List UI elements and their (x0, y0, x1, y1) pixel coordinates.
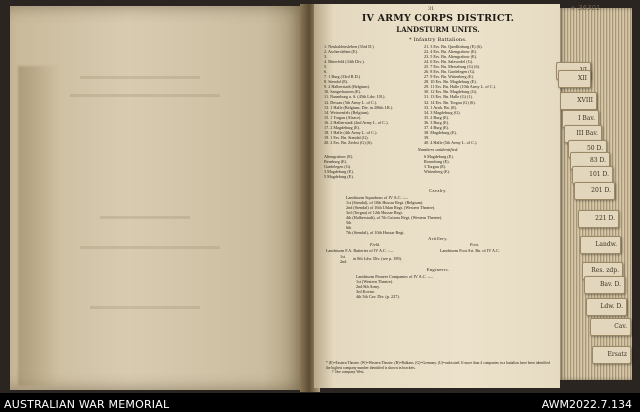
cavalry-list (346, 195, 442, 235)
list-item: 2. Aschersleben (E). (324, 49, 358, 55)
list-item: 28. 10 Ers. Bn. Magdeburg (E). (424, 79, 477, 85)
index-tab-label: XVIII (577, 97, 593, 104)
list-item: 4th 5th Cav. Div. (p. 227). (356, 294, 400, 300)
list-item: 2nd 8th Army. (356, 284, 381, 290)
foot-label: Foot. (470, 242, 479, 247)
list-item: 4. Bitterfeld (34th Div.). (324, 59, 365, 65)
faint-bleed-text (70, 94, 220, 97)
index-tab-label: Ersatz (607, 351, 627, 358)
list-item: 26. 8 Ers. Bn. Gardelegen (G). (424, 69, 476, 75)
footnotes (326, 361, 554, 375)
list-item: 27. 9 Ers. Bn. Wittenberg (E). (424, 74, 475, 80)
list-item: 37. 4 Burg (E). (424, 124, 450, 130)
list-item: 13. 1 Halle (Belgium; Div. in 206th I.R.). (324, 104, 394, 110)
engineers-heading: Engineers. (426, 267, 450, 272)
index-tab-label: 83 D. (589, 157, 606, 164)
battery-2: 2nd (340, 259, 347, 264)
battery-note: in 8th Ldw. Div. (see p. 189). (353, 256, 403, 261)
list-item: 38. Magdeburg (E). (424, 129, 457, 135)
list-item: 1st (Stendal), of 10th Hussar Regt. (Belgium). (346, 200, 424, 206)
list-item: 9. 2 Halberstadt (Belgium). (324, 84, 370, 90)
list-item: 33. 1 Arnh. Bn. (E). (424, 104, 458, 110)
list-item: 23. 5 Ers. Bn. Altengrabow (E). (424, 54, 478, 60)
list-item: Rosenburg (E). (424, 159, 450, 165)
list-item: Landsturm Pioneer Companies of IV A.C. :— (356, 274, 433, 279)
list-item: 5. (324, 64, 328, 70)
list-item: 14. Weissenfels (Belgium). (324, 109, 370, 115)
list-item: 12. Dessau (5th Army L. of C.). (324, 99, 378, 105)
list-item: 8. Stendal (E). (324, 79, 349, 85)
list-item: 31. 13 Ers. Bn. Halle (G) (1). (424, 94, 474, 100)
list-item: 11. Naumburg a. S. (45th Ldw. I.R.). (324, 94, 386, 100)
index-tab[interactable] (578, 210, 619, 228)
index-tab[interactable] (580, 236, 621, 254)
list-item: 22. 4 Ers. Bn. Altengrabow (E). (424, 49, 478, 55)
list-item: 3 Magdeburg (E). (324, 169, 354, 175)
list-item: 3 Torgau (E). (424, 164, 447, 170)
page-title: IV ARMY CORPS DISTRICT. (361, 13, 515, 24)
index-tab-label: 221 D. (595, 215, 615, 222)
left-page-verso (10, 6, 308, 390)
list-item: 4th (Halberstadt), of 7th Cuirass Regt. (Western Theatre). (346, 215, 443, 221)
index-tab[interactable] (590, 318, 631, 336)
list-item: 3rd Kovno. (356, 289, 376, 295)
index-tab-label: XII (577, 75, 587, 82)
unidentified-heading: Numbers unidentified. (417, 147, 459, 152)
section-heading-infantry: * Infantry Battalions. (409, 37, 467, 43)
artillery-heading: Artillery. (428, 236, 448, 241)
foot-battalion-line: Landsturm Foot Art. Bn. of IV A.C. (440, 248, 500, 253)
index-tab[interactable] (586, 298, 627, 316)
list-item: 40. 4 Halle (5th Army L. of C.). (424, 139, 478, 145)
list-item: 39. (424, 134, 430, 140)
page-number: 31 (428, 6, 435, 12)
index-tab[interactable] (560, 92, 597, 110)
faint-bleed-text (100, 216, 190, 219)
list-item: 30. 12 Ers. Bn. Magdeburg (G). (424, 89, 478, 95)
unidentified-list-right (424, 154, 454, 174)
index-tab-label: Bav. D. (600, 281, 621, 288)
list-item: Bernburg (E). (324, 159, 348, 165)
infantry-list-left (324, 44, 424, 145)
index-tab-label: Cav. (614, 323, 627, 330)
list-item: 7. 1 Burg (33rd R.D.) (324, 74, 361, 80)
list-item: 7th (Stendal), of 10th Hussar Regt. (346, 230, 405, 236)
engineers-list (356, 274, 433, 299)
list-item: Wittenberg (E). (424, 169, 451, 175)
list-item: 6th (346, 225, 352, 231)
list-item: 20. 2 Ers. Bn. Zerbst (G) (6). (324, 139, 373, 145)
list-item: 17. 2 Magdeburg (E). (324, 124, 361, 130)
list-item: 3. (324, 54, 328, 60)
list-item: 10. Sangerhausen (E). (324, 89, 361, 95)
index-tab-label: 50 D. (586, 145, 603, 152)
list-item: 5 Magdeburg (E). (324, 174, 354, 180)
list-item: 2nd (Stendal) of 16th Uhlan Regt. (Western Theatre). (346, 205, 436, 211)
pencil-annotation: + 36301 (570, 4, 601, 12)
index-tab-label: Res. zdp. (591, 267, 619, 274)
list-item: 24. 6 Ers. Bn. Salzwedel (G). (424, 59, 474, 65)
list-item: 5th (346, 220, 352, 226)
list-item: 16. 2 Halberstadt (2nd Army L. of C.). (324, 119, 389, 125)
battery-1: 1st (340, 254, 345, 259)
index-tab[interactable] (574, 182, 615, 200)
left-page-bleed-through (18, 66, 58, 386)
page-subtitle: LANDSTURM UNITS. (396, 25, 480, 34)
list-item: 6. (324, 69, 328, 75)
field-label: Field. (370, 242, 380, 247)
list-item: Altengrabow (E). (324, 154, 354, 159)
list-item: 25. 7 Ers. Bn. Merseburg (G) (6). (424, 64, 480, 70)
field-batteries-line: Landsturm F.A. Batteries of IV A.C. :— (326, 248, 394, 253)
catalogue-number: AWM2022.7.134 (541, 398, 632, 411)
list-item: 1. Neuhaldensleben (33rd D.) (324, 44, 374, 49)
list-item: 32. 14 Ers. Bn. Torgau (G) (6). (424, 99, 476, 105)
index-tab-label: 201 D. (591, 187, 611, 194)
index-tab-label: 101 D. (589, 171, 609, 178)
list-item: 29. 11 Ers. Bn. Halle (10th Army L. of C.). (424, 84, 497, 90)
cavalry-heading: Cavalry. (429, 188, 447, 193)
list-item: Gardelegen (G). (324, 164, 352, 170)
footnote-one-company: † One company West. (332, 370, 365, 375)
list-item: 34. 3 Magdeburg (G). (424, 109, 461, 115)
unidentified-list-left (324, 154, 354, 179)
index-tab-label: Landw. (595, 241, 617, 248)
index-tab[interactable] (558, 70, 591, 88)
index-tab-label: Ldw. D. (600, 303, 623, 310)
faint-bleed-text (80, 246, 220, 249)
faint-bleed-text (90, 306, 200, 309)
list-item: 18. 1 Halle (4th Army L. of C.). (324, 129, 378, 135)
index-tab-label: III Bav. (576, 130, 598, 137)
list-item: Landsturm Squadrons of IV A.C. :— (346, 195, 408, 200)
index-tab[interactable] (584, 276, 625, 294)
index-tab-label: I Bav. (578, 115, 595, 122)
footnote-legend: * (E)=Eastern Theatre. (W)=Western Theatre. (B)=Balkans. (G)=Germany. (U)=unlocated. If more than 4 companies in a battalion have been identified the highest company number identified is shown in brackets. (326, 361, 550, 370)
list-item: 3rd (Torgau) of 12th Hussar Regt. (346, 210, 403, 216)
infantry-list-right (424, 44, 554, 145)
index-tab[interactable] (592, 346, 631, 364)
faint-bleed-text (80, 76, 200, 79)
list-item: 19. 1 Ers. Bn. Stendal (G). (324, 134, 369, 140)
archive-credit: AUSTRALIAN WAR MEMORIAL (4, 398, 170, 411)
list-item: 21. 3 Ers. Bn. Quedlinburg (E) (6). (424, 44, 483, 49)
list-item: 35. 2 Burg (E). (424, 114, 450, 120)
list-item: 6 Magdeburg (E). (424, 154, 454, 159)
list-item: 36. 3 Burg (E). (424, 119, 450, 125)
list-item: 15. 1 Torgau (Alsace). (324, 114, 362, 120)
list-item: 1st (Western Theatre). (356, 279, 394, 285)
